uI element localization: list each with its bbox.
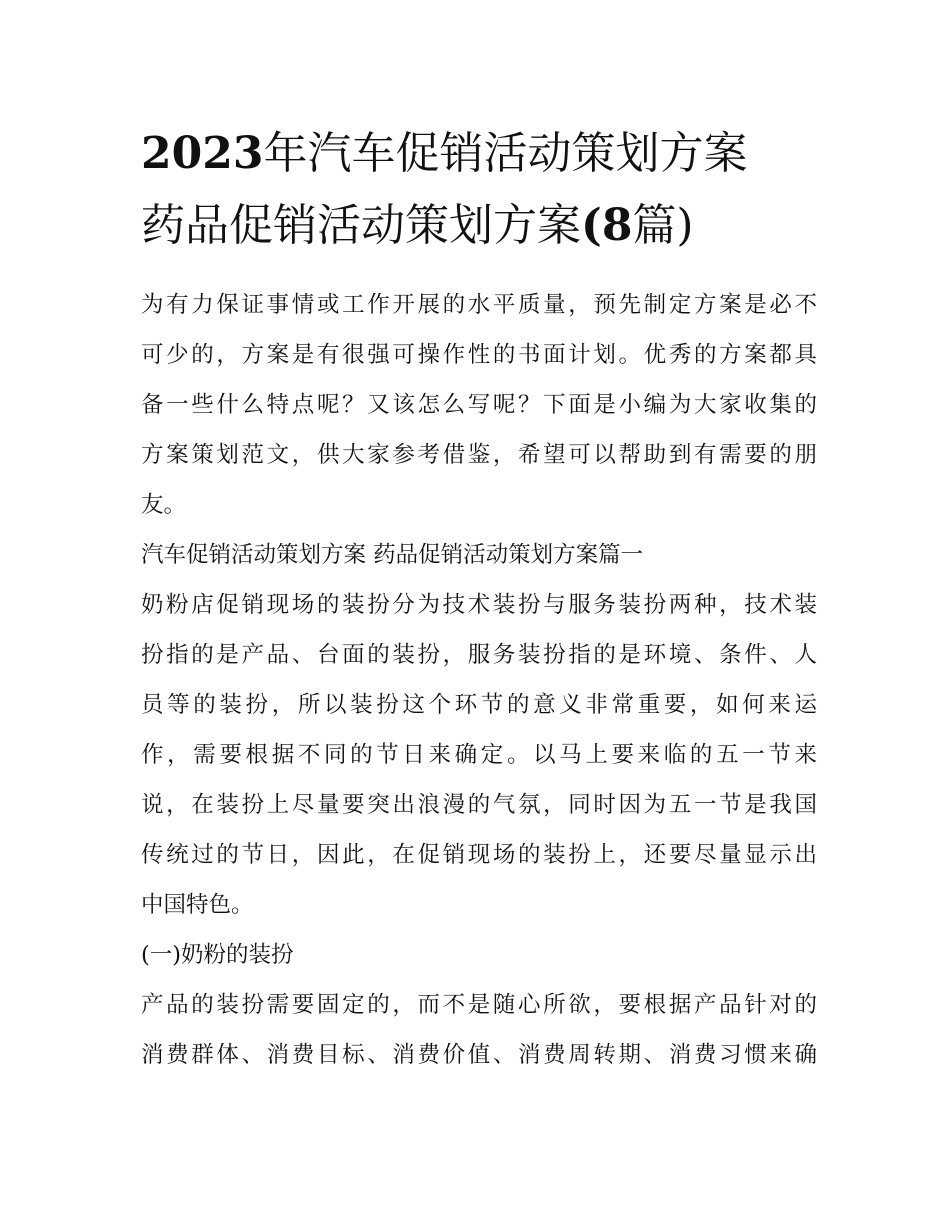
title-count: (8 — [581, 200, 633, 251]
text-line: 备一些什么特点呢？又该怎么写呢？下面是小编为大家收集的 — [141, 392, 817, 418]
text-line: 产品的装扮需要固定的，而不是随心所欲，要根据产品针对的 — [141, 992, 817, 1018]
title-line-1-text: 年汽车促销活动策划方案 — [263, 128, 748, 179]
title-line-2-tail: 篇) — [632, 200, 694, 251]
text-line: 传统过的节日，因此，在促销现场的装扮上，还要尽量显示出 — [141, 842, 817, 868]
text-line: 奶粉店促销现场的装扮分为技术装扮与服务装扮两种，技术装 — [141, 592, 817, 618]
text-line: 消费群体、消费目标、消费价值、消费周转期、消费习惯来确 — [141, 1042, 817, 1068]
text-line: 扮指的是产品、台面的装扮，服务装扮指的是环境、条件、人 — [141, 642, 817, 668]
text-line: 可少的，方案是有很强可操作性的书面计划。优秀的方案都具 — [141, 342, 817, 368]
document-body — [141, 280, 817, 1080]
document-title — [141, 118, 821, 262]
body-paragraph-2 — [141, 980, 817, 1080]
text-line: 方案策划范文，供大家参考借鉴，希望可以帮助到有需要的朋 — [141, 442, 817, 468]
intro-paragraph — [141, 280, 817, 530]
text-line: 员等的装扮，所以装扮这个环节的意义非常重要，如何来运 — [141, 692, 817, 718]
text-line: 友。 — [141, 492, 187, 518]
title-line-2 — [141, 190, 821, 262]
text-line: 为有力保证事情或工作开展的水平质量，预先制定方案是必不 — [141, 292, 817, 318]
text-line: 说，在装扮上尽量要突出浪漫的气氛，同时因为五一节是我国 — [141, 792, 817, 818]
text-line: 中国特色。 — [141, 892, 254, 918]
section-heading: 汽车促销活动策划方案 药品促销活动策划方案篇一 — [141, 542, 644, 568]
text-line: 作，需要根据不同的节日来确定。以马上要来临的五一节来 — [141, 742, 817, 768]
body-paragraph-1 — [141, 580, 817, 930]
subheading: (一)奶粉的装扮 — [141, 942, 294, 968]
title-year: 2023 — [141, 128, 264, 179]
title-line-2-text: 药品促销活动策划方案 — [141, 200, 581, 251]
title-line-1 — [141, 118, 821, 190]
